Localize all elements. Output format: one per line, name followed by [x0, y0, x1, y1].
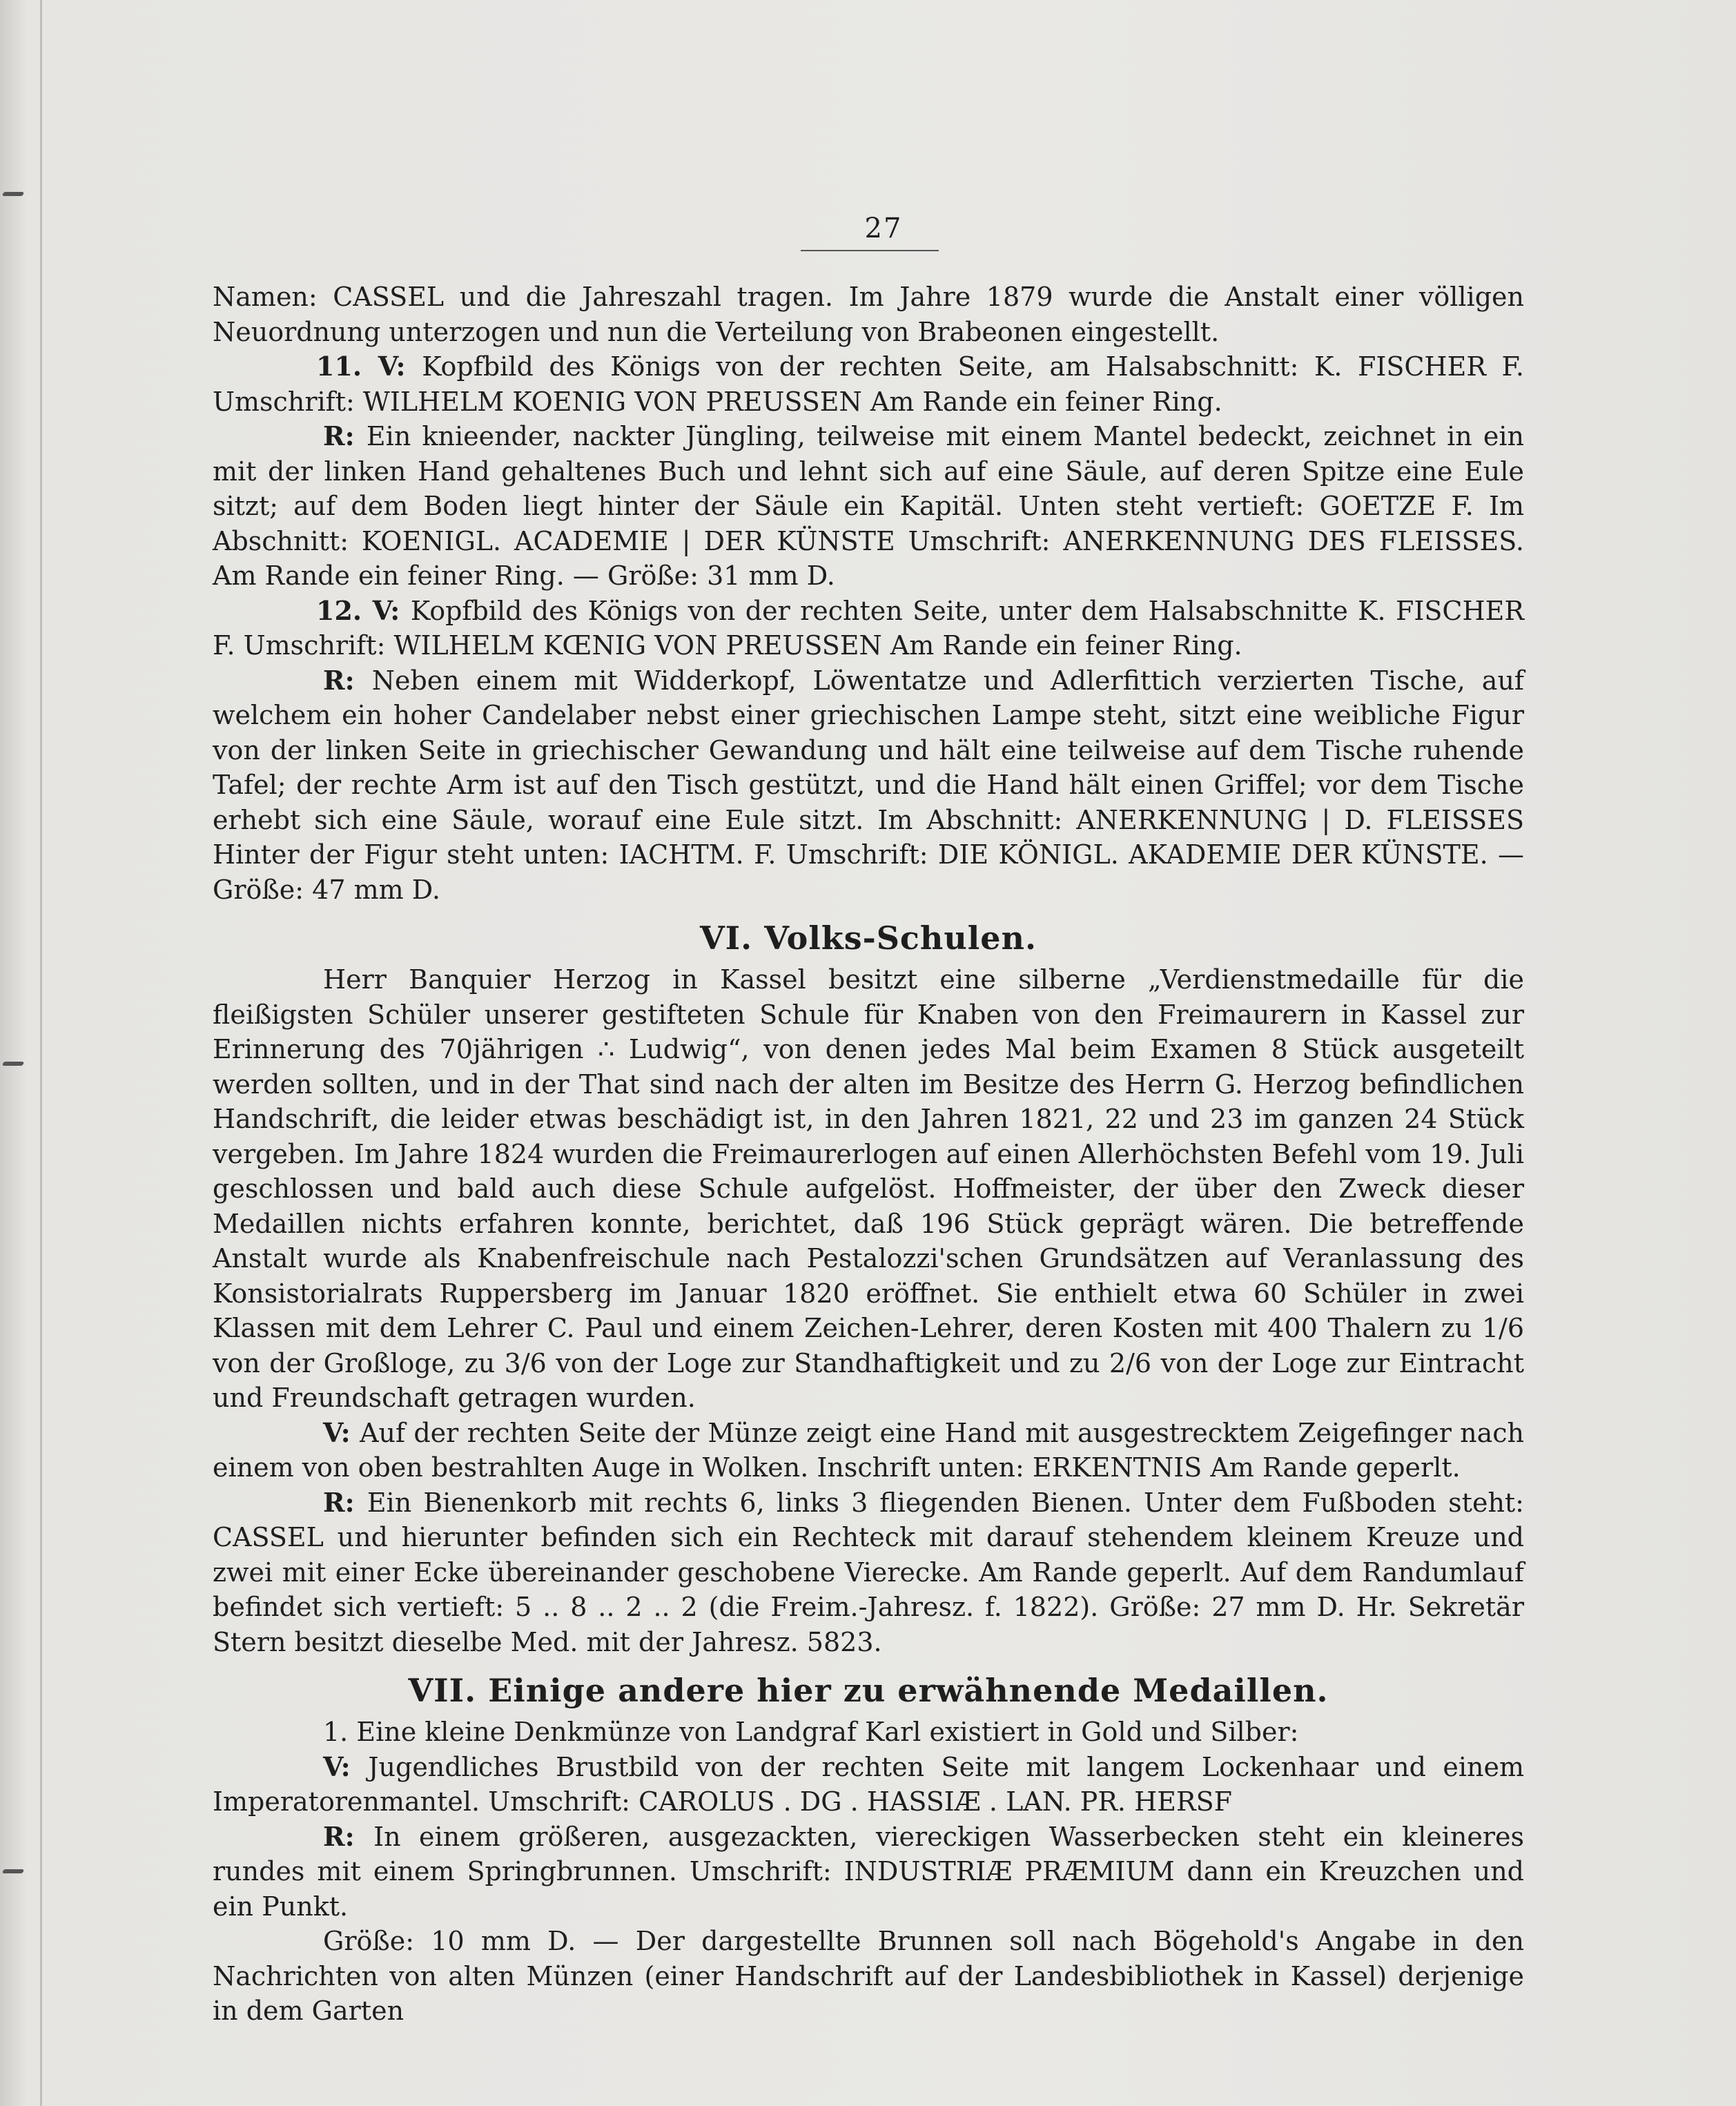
- paragraph: [213, 349, 1524, 419]
- paragraph-lead: 11. V:: [316, 351, 422, 382]
- binding-mark: [0, 1057, 28, 1070]
- page-edge-shadow: [40, 0, 42, 2106]
- paragraph-lead: R:: [323, 420, 367, 451]
- paragraph-text: Ein Bienenkorb mit rechts 6, links 3 fliegenden Bienen. Unter dem Fußboden steht: CASSEL und hierunter befinden sich ein Rechteck mit darauf stehendem kleinem Kreuze und zwei mit einer Ecke übereinander geschobene Vierecke. Am Rande geperlt. Auf dem Randumlauf befindet sich vertieft: 5 .. 8 .. 2 .. 2 (die Freim.-Jahresz. f. 1822). Größe: 27 mm D. Hr. Sekretär Stern besitzt dieselbe Med. mit der Jahresz. 5823.: [213, 1487, 1524, 1657]
- paragraph-lead: R:: [323, 1820, 374, 1852]
- paragraph-lead: R:: [323, 1486, 367, 1518]
- paragraph-text: Ein knieender, nackter Jüngling, teilweise mit einem Mantel bedeckt, zeichnet in ein mit der linken Hand gehaltenes Buch und lehnt sich auf eine Säule, auf deren Spitze eine Eule sitzt; auf dem Boden liegt hinter der Säule ein Kapitäl. Unten steht vertieft: GOETZE F. Im Abschnitt: KOENIGL. ACADEMIE | DER KÜNSTE Umschrift: ANERKENNUNG DES FLEISSES. Am Rande ein feiner Ring. — Größe: 31 mm D.: [213, 421, 1524, 591]
- paragraph-lead: V:: [323, 1416, 360, 1448]
- paragraph-lead: V:: [323, 1751, 369, 1782]
- binding-mark: [0, 188, 28, 200]
- paragraph-text: Jugendliches Brustbild von der rechten Seite mit langem Lockenhaar und einem Imperatorenmantel. Umschrift: CAROLUS . DG . HASSIÆ . LAN. PR. HERSF: [213, 1751, 1524, 1817]
- paragraph: [213, 962, 1524, 1416]
- paragraph: [213, 1485, 1524, 1660]
- page-number: 27: [864, 213, 903, 244]
- section-heading: VI. Volks-Schulen.: [699, 919, 1037, 957]
- paragraph-text: Auf der rechten Seite der Münze zeigt eine Hand mit ausgestrecktem Zeigefinger nach einem von oben bestrahlten Auge in Wolken. Inschrift unten: ERKENTNIS Am Rande geperlt.: [213, 1417, 1525, 1483]
- paragraph-lead: 1.: [323, 1717, 357, 1747]
- paragraph-text: Kopfbild des Königs von der rechten Seite, am Halsabschnitt: K. FISCHER F. Umschrift: WILHELM KOENIG VON PREUSSEN Am Rande ein feiner Ring.: [213, 351, 1524, 417]
- paragraph: [213, 1924, 1524, 2029]
- section-heading: VII. Einige andere hier zu erwähnende Medaillen.: [408, 1672, 1329, 1709]
- paragraph-text: In einem größeren, ausgezackten, viereckigen Wasserbecken steht ein kleineres rundes mit einem Springbrunnen. Umschrift: INDUSTRIÆ PRÆMIUM dann ein Kreuzchen und ein Punkt.: [213, 1821, 1525, 1922]
- paragraph-text: Kopfbild des Königs von der rechten Seite, unter dem Halsabschnitte K. FISCHER F. Umschrift: WILHELM KŒNIG VON PREUSSEN Am Rande ein feiner Ring.: [213, 595, 1524, 661]
- paragraph: [213, 594, 1524, 663]
- binding-mark: [0, 1865, 28, 1878]
- paragraph-text: Größe: 10 mm D. — Der dargestellte Brunnen soll nach Bögehold's Angabe in den Nachrichten von alten Münzen (einer Handschrift auf der Landesbibliothek in Kassel) derjenige in dem Garten: [213, 1926, 1524, 2026]
- paragraph: [213, 663, 1524, 908]
- paragraph-text: Eine kleine Denkmünze von Landgraf Karl existiert in Gold und Silber:: [356, 1717, 1299, 1747]
- paragraph: [213, 1416, 1524, 1485]
- paragraph-lead: R:: [323, 664, 372, 696]
- paragraph-text: Neben einem mit Widderkopf, Löwentatze und Adlerfittich verzierten Tische, auf welchem ein hoher Candelaber nebst einer griechischen Lampe steht, sitzt eine weibliche Figur von der linken Seite in griechischer Gewandung und hält eine teilweise auf dem Tische ruhende Tafel; der rechte Arm ist auf den Tisch gestützt, und die Hand hält einen Griffel; vor dem Tische erhebt sich eine Säule, worauf eine Eule sitzt. Im Abschnitt: ANERKENNUNG | D. FLEISSES Hinter der Figur steht unten: IACHTM. F. Umschrift: DIE KÖNIGL. AKADEMIE DER KÜNSTE. — Größe: 47 mm D.: [213, 665, 1524, 905]
- paragraph: [213, 1820, 1524, 1924]
- paragraph: [213, 1750, 1524, 1820]
- paragraph-lead: 12. V:: [316, 594, 411, 626]
- paragraph: [213, 1715, 1524, 1750]
- paragraph: [213, 419, 1524, 594]
- paragraph-text: Namen: CASSEL und die Jahreszahl tragen. Im Jahre 1879 wurde die Anstalt einer völligen Neuordnung unterzogen und nun die Verteilung von Brabeonen eingestellt.: [213, 282, 1524, 347]
- page-number-rule: [801, 250, 939, 251]
- paragraph: [213, 280, 1524, 349]
- page-body: [213, 280, 1524, 2029]
- paragraph-text: Herr Banquier Herzog in Kassel besitzt eine silberne „Verdienstmedaille für die fleißigsten Schüler unserer gestifteten Schule für Knaben von den Freimaurern in Kassel zur Erinnerung des 70jährigen ∴ Ludwig“, von denen jedes Mal beim Examen 8 Stück ausgeteilt werden sollten, und in der That sind nach der alten im Besitze des Herrn G. Herzog befindlichen Handschrift, die leider etwas beschädigt ist, in den Jahren 1821, 22 und 23 im ganzen 24 Stück vergeben. Im Jahre 1824 wurden die Freimaurerlogen auf einen Allerhöchsten Befehl vom 19. Juli geschlossen und bald auch diese Schule aufgelöst. Hoffmeister, der über den Zweck dieser Medaillen nichts erfahren konnte, berichtet, daß 196 Stück geprägt wären. Die betreffende Anstalt wurde als Knabenfreischule nach Pestalozzi'schen Grundsätzen auf Veranlassung des Konsistorialrats Ruppersberg im Januar 1820 eröffnet. Sie enthielt etwa 60 Schüler in zwei Klassen mit dem Lehrer C. Paul und einem Zeichen-Lehrer, deren Kosten mit 400 Thalern zu 1/6 von der Großloge, zu 3/6 von der Loge zur Standhaftigkeit und zu 2/6 von der Loge zur Eintracht und Freundschaft getragen wurden.: [213, 964, 1524, 1413]
